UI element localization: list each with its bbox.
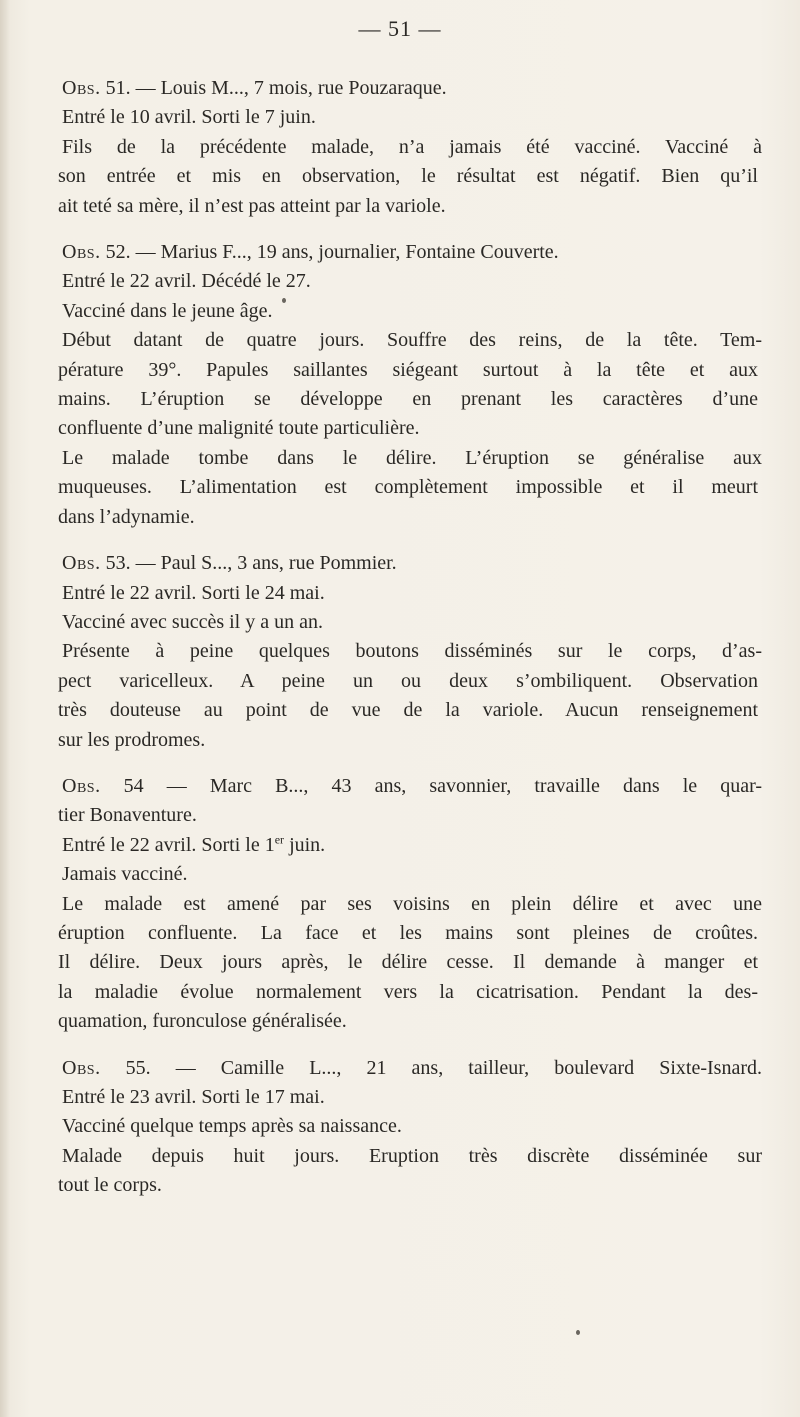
obs-abbreviation: Obs. bbox=[62, 774, 101, 797]
text-line: Entré le 10 avril. Sorti le 7 juin. bbox=[62, 106, 316, 129]
text-line: Début datant de quatre jours. Souffre des reins, de la tête. Tem- bbox=[62, 329, 762, 352]
text-line: sur les prodromes. bbox=[58, 728, 206, 751]
obs-abbreviation: Obs. bbox=[62, 1056, 101, 1079]
ink-speck bbox=[282, 298, 286, 303]
text-line: très douteuse au point de vue de la variole. Aucun renseignement bbox=[58, 699, 758, 722]
heading-text: 52. — Marius F..., 19 ans, journalier, Fontaine Couverte. bbox=[100, 241, 559, 264]
text-line: son entrée et mis en observation, le résultat est négatif. Bien qu’il bbox=[58, 165, 758, 188]
text-line: Il délire. Deux jours après, le délire cesse. Il demande à manger et bbox=[58, 951, 758, 974]
text-line: Jamais vacciné. bbox=[62, 863, 188, 886]
text-line: éruption confluente. La face et les mains sont pleines de croûtes. bbox=[58, 921, 758, 944]
text-line: Le malade est amené par ses voisins en plein délire et avec une bbox=[62, 892, 762, 915]
observation-heading bbox=[58, 549, 758, 578]
text-fragment: Entré le 22 avril. Sorti le 1 bbox=[62, 833, 275, 856]
text-line: pect varicelleux. A peine un ou deux s’ombiliquent. Observation bbox=[58, 669, 758, 692]
obs-abbreviation: Obs. bbox=[62, 552, 101, 575]
text-line bbox=[58, 831, 758, 860]
obs-abbreviation: Obs. bbox=[62, 241, 101, 264]
obs-abbreviation: Obs. bbox=[62, 77, 101, 99]
text-line: dans l’adynamie. bbox=[58, 505, 195, 528]
text-line: Entré le 22 avril. Sorti le 24 mai. bbox=[62, 581, 325, 604]
text-line: Vacciné quelque temps après sa naissance. bbox=[62, 1115, 402, 1138]
text-line: confluente d’une malignité toute particulière. bbox=[58, 417, 420, 440]
page-number: — 51 — bbox=[358, 16, 442, 41]
text-line: Fils de la précédente malade, n’a jamais été vacciné. Vacciné à bbox=[62, 135, 762, 158]
text-line: Entré le 22 avril. Décédé le 27. bbox=[62, 270, 311, 293]
observation-heading bbox=[58, 772, 762, 801]
text-line: Entré le 23 avril. Sorti le 17 mai. bbox=[62, 1086, 325, 1108]
text-line: Vacciné avec succès il y a un an. bbox=[62, 610, 323, 633]
heading-text: 54 — Marc B..., 43 ans, savonnier, travaille dans le quar- bbox=[100, 774, 762, 797]
text-line: pérature 39°. Papules saillantes siégeant surtout à la tête et aux bbox=[58, 358, 758, 381]
text-line: la maladie évolue normalement vers la cicatrisation. Pendant la des- bbox=[58, 980, 758, 1003]
observation-54 bbox=[58, 772, 762, 1037]
text-line: Malade depuis huit jours. Eruption très discrète disséminée sur bbox=[62, 1144, 762, 1167]
text-line: quamation, furonculose généralisée. bbox=[58, 1010, 347, 1033]
observation-55 bbox=[58, 1054, 762, 1201]
page-edge-shadow bbox=[0, 0, 10, 1417]
text-fragment: juin. bbox=[284, 833, 326, 856]
text-line: mains. L’éruption se développe en prenant les caractères d’une bbox=[58, 388, 758, 411]
observation-heading bbox=[58, 74, 758, 103]
heading-text: 51. — Louis M..., 7 mois, rue Pouzaraque. bbox=[100, 77, 447, 99]
observation-heading bbox=[58, 1054, 762, 1083]
text-line: tier Bonaventure. bbox=[58, 804, 197, 827]
document-body bbox=[58, 74, 762, 1218]
heading-text: 55. — Camille L..., 21 ans, tailleur, boulevard Sixte-Isnard. bbox=[100, 1056, 762, 1079]
text-line: ait teté sa mère, il n’est pas atteint par la variole. bbox=[58, 194, 446, 217]
text-line: muqueuses. L’alimentation est complètement impossible et il meurt bbox=[58, 476, 758, 499]
ordinal-superscript: er bbox=[274, 832, 285, 847]
observation-52 bbox=[58, 238, 762, 532]
text-line: Vacciné dans le jeune âge. bbox=[62, 299, 273, 322]
text-line: Présente à peine quelques boutons disséminés sur le corps, d’as- bbox=[62, 640, 762, 663]
heading-text: 53. — Paul S..., 3 ans, rue Pommier. bbox=[100, 552, 397, 575]
observation-51 bbox=[58, 74, 762, 221]
observation-53 bbox=[58, 549, 762, 755]
observation-heading bbox=[58, 238, 758, 267]
text-line: Le malade tombe dans le délire. L’éruption se généralise aux bbox=[62, 446, 762, 469]
ink-speck bbox=[576, 1330, 580, 1335]
text-line: tout le corps. bbox=[58, 1174, 162, 1197]
